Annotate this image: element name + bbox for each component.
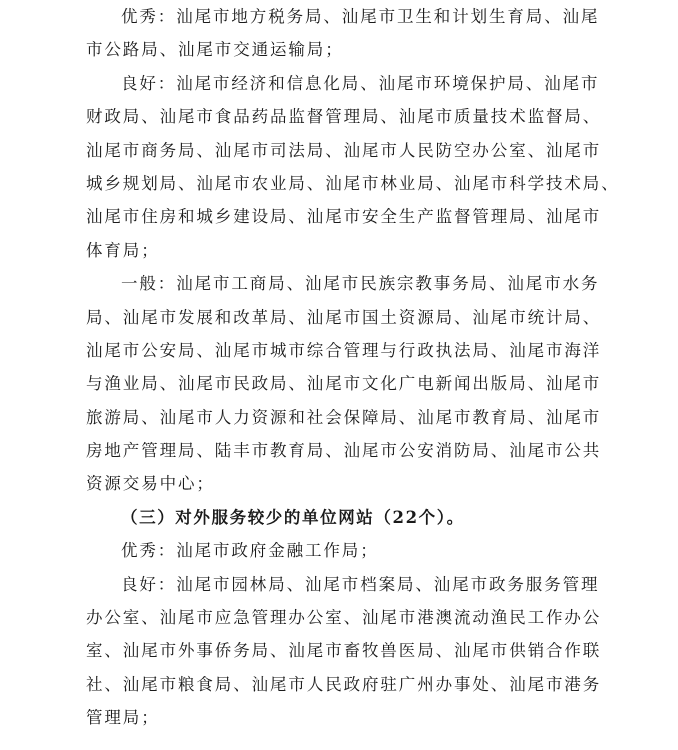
- section-heading: （三）对外服务较少的单位网站（22个）。: [121, 507, 465, 527]
- paragraph-average-line-5: 旅游局、汕尾市人力资源和社会保障局、汕尾市教育局、汕尾市: [86, 407, 602, 427]
- paragraph-sec3-good-line-1: 良好：汕尾市园林局、汕尾市档案局、汕尾市政务服务管理: [121, 574, 600, 594]
- paragraph-good-line-4: 城乡规划局、汕尾市农业局、汕尾市林业局、汕尾市科学技术局、: [86, 173, 620, 193]
- paragraph-excellent-line-2: 市公路局、汕尾市交通运输局；: [86, 40, 344, 60]
- paragraph-sec3-good-line-3: 室、汕尾市外事侨务局、汕尾市畜牧兽医局、汕尾市供销合作联: [86, 641, 602, 661]
- paragraph-average-line-3: 汕尾市公安局、汕尾市城市综合管理与行政执法局、汕尾市海洋: [86, 340, 602, 360]
- paragraph-good-line-3: 汕尾市商务局、汕尾市司法局、汕尾市人民防空办公室、汕尾市: [86, 140, 602, 160]
- paragraph-average-line-4: 与渔业局、汕尾市民政局、汕尾市文化广电新闻出版局、汕尾市: [86, 374, 602, 394]
- paragraph-sec3-good-line-5: 管理局；: [86, 708, 160, 728]
- paragraph-sec3-good-line-4: 社、汕尾市粮食局、汕尾市人民政府驻广州办事处、汕尾市港务: [86, 674, 602, 694]
- document-page: [86, 0, 620, 735]
- paragraph-good-line-1: 良好：汕尾市经济和信息化局、汕尾市环境保护局、汕尾市: [121, 73, 600, 93]
- paragraph-excellent-line-1: 优秀：汕尾市地方税务局、汕尾市卫生和计划生育局、汕尾: [121, 7, 600, 26]
- paragraph-good-line-5: 汕尾市住房和城乡建设局、汕尾市安全生产监督管理局、汕尾市: [86, 207, 602, 227]
- paragraph-sec3-excellent: 优秀：汕尾市政府金融工作局；: [121, 541, 379, 561]
- paragraph-average-line-6: 房地产管理局、陆丰市教育局、汕尾市公安消防局、汕尾市公共: [86, 441, 602, 461]
- paragraph-average-line-7: 资源交易中心；: [86, 474, 215, 494]
- paragraph-average-line-1: 一般：汕尾市工商局、汕尾市民族宗教事务局、汕尾市水务: [121, 274, 600, 294]
- paragraph-average-line-2: 局、汕尾市发展和改革局、汕尾市国土资源局、汕尾市统计局、: [86, 307, 602, 327]
- paragraph-good-line-2: 财政局、汕尾市食品药品监督管理局、汕尾市质量技术监督局、: [86, 107, 602, 127]
- paragraph-sec3-good-line-2: 办公室、汕尾市应急管理办公室、汕尾市港澳流动渔民工作办公: [86, 608, 602, 628]
- paragraph-good-line-6: 体育局；: [86, 240, 160, 260]
